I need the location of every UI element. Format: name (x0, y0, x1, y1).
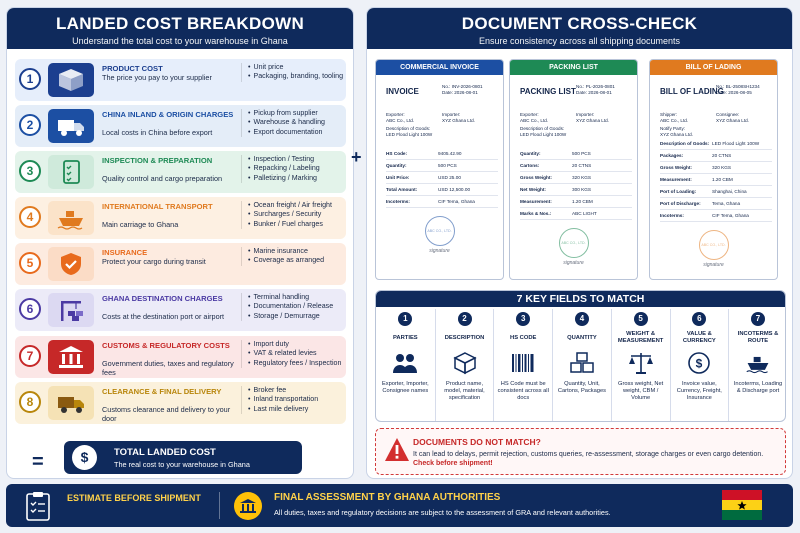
line-label: Total Amount: (386, 187, 418, 192)
party1-value: ABC Co., Ltd. (660, 117, 689, 123)
line-value: LED Flood Light 100W (712, 141, 760, 146)
line-label: Gross Weight: (520, 175, 552, 180)
row-description: Local costs in China before export (102, 128, 213, 137)
field-number: 4 (575, 312, 589, 326)
government-building-icon (234, 492, 262, 520)
document-title: PACKING LIST (520, 87, 576, 96)
row-points (241, 293, 345, 321)
crosscheck-subtitle: Ensure consistency across all shipping documents (478, 36, 681, 46)
line-value: 1.20 CBM (712, 177, 733, 182)
shield-icon (48, 247, 94, 281)
document-lines (386, 148, 498, 208)
document-line (386, 160, 498, 172)
key-field-6 (670, 309, 729, 421)
row-points (241, 247, 345, 266)
key-field-1 (376, 309, 435, 421)
field-description: Quantity, Unit, Cartons, Packages (557, 381, 606, 395)
document-header: COMMERCIAL INVOICE (376, 60, 503, 75)
landed-cost-subtitle: Understand the total cost to your warehouse in Ghana (72, 36, 288, 46)
field-label: INCOTERMS & ROUTE (737, 331, 779, 344)
cost-row-5 (15, 243, 346, 285)
field-description: Exporter, Importer, Consignee names (381, 381, 429, 395)
company-seal: ABC CO., LTD. (559, 228, 589, 258)
party1-label: Shipper: (660, 112, 678, 117)
row-number: 3 (19, 160, 41, 182)
row-point: • Broker fee (248, 386, 345, 395)
document-date: Date: 2026-08-01 (576, 90, 612, 95)
line-label: Cartons: (520, 163, 540, 168)
row-description: Quality control and cargo preparation (102, 174, 223, 183)
row-points (241, 340, 345, 368)
row-point: • Regulatory fees / Inspection (248, 359, 345, 368)
line-value: CIF Tema, Ghana (712, 213, 749, 218)
crosscheck-header (367, 8, 792, 49)
row-point: • Packaging, branding, tooling (248, 72, 345, 81)
cube-icon (436, 351, 494, 375)
document-line (520, 184, 632, 196)
line-label: HS Code: (386, 151, 408, 156)
field-label: PARTIES (392, 334, 418, 341)
clipboard-icon (26, 491, 50, 521)
svg-text:$: $ (696, 356, 703, 371)
row-number: 6 (19, 298, 41, 320)
row-point: • Unit price (248, 63, 345, 72)
document-line (660, 138, 772, 150)
goods-label: Description of Goods: (520, 126, 565, 131)
document-line (386, 172, 498, 184)
signature: signature (429, 248, 450, 254)
line-label: Port of Loading: (660, 189, 697, 194)
line-value: USD 25.00 (438, 175, 461, 180)
field-description: Invoice value, Currency, Freight, Insurance (676, 381, 722, 402)
company-seal: ABC CO., LTD. (425, 216, 455, 246)
row-description: Government duties, taxes and regulatory fees (102, 359, 234, 377)
row-point: • Terminal handling (248, 293, 345, 302)
goods-value: LED Flood Light 100W (520, 131, 567, 137)
cost-row-4 (15, 197, 346, 239)
row-point: • Inspection / Testing (248, 155, 345, 164)
document-card-1 (375, 59, 504, 280)
line-value: CIF Tema, Ghana (438, 199, 475, 204)
line-value: 20 CTNS (572, 163, 592, 168)
checklist-icon (48, 155, 94, 189)
warning-title: DOCUMENTS DO NOT MATCH? (413, 437, 541, 447)
document-meta (576, 84, 630, 96)
row-description: Customs clearance and delivery to your door (102, 405, 231, 423)
signature: signature (703, 262, 724, 268)
ship-icon (729, 351, 786, 375)
line-value: ABC LIGHT (572, 211, 597, 216)
document-card-2 (509, 59, 638, 280)
row-points (241, 155, 345, 183)
truck-icon (48, 109, 94, 143)
warning-text (413, 450, 773, 468)
row-point: • Marine insurance (248, 247, 345, 256)
key-fields-box (375, 290, 786, 422)
party1-value: ABC Co., Ltd. (520, 117, 549, 123)
row-point: • Last mile delivery (248, 405, 345, 414)
goods-value: LED Flood Light 100W (386, 131, 433, 137)
row-number: 7 (19, 345, 41, 367)
line-label: Net Weight: (520, 187, 546, 192)
dollar-icon (671, 351, 729, 375)
box-icon (48, 63, 94, 97)
line-value: 320 KGS (712, 165, 732, 170)
line-value: Shanghai, China (712, 189, 747, 194)
field-number: 1 (398, 312, 412, 326)
mismatch-warning (375, 428, 786, 475)
row-point: • Ocean freight / Air freight (248, 201, 345, 210)
party2-label: Importer: (442, 112, 461, 117)
party2-label: Importer: (576, 112, 595, 117)
warning-icon (384, 437, 410, 463)
document-line (660, 198, 772, 210)
row-description: Costs at the destination port or airport (102, 312, 225, 321)
cost-row-2 (15, 105, 346, 147)
field-label: HS CODE (510, 334, 537, 341)
row-point: • Import duty (248, 340, 345, 349)
document-line (660, 150, 772, 162)
party2-label: Consignee: (716, 112, 740, 117)
row-point: • VAT & related levies (248, 349, 345, 358)
field-label: VALUE & CURRENCY (682, 331, 716, 344)
equals-sign: = (32, 451, 44, 473)
government-building-icon (48, 340, 94, 374)
row-title: INSPECTION & PREPARATION (102, 156, 213, 165)
row-number: 1 (19, 68, 41, 90)
landed-cost-panel (6, 7, 354, 479)
final-assessment-title: FINAL ASSESSMENT BY GHANA AUTHORITIES (274, 492, 501, 503)
row-description: Protect your cargo during transit (102, 257, 206, 266)
line-value: Tema, Ghana (712, 201, 741, 206)
document-line (520, 208, 632, 220)
document-line (386, 196, 498, 208)
line-label: Incoterms: (386, 199, 410, 204)
line-value: 320 KGS (572, 175, 592, 180)
key-field-7 (728, 309, 786, 421)
document-date: Date: 2026-08-05 (716, 90, 752, 95)
crane-icon (48, 293, 94, 327)
line-value: 9405.42.90 (438, 151, 462, 156)
row-title: CLEARANCE & FINAL DELIVERY (102, 387, 222, 396)
row-point: • Palletizing / Marking (248, 174, 345, 183)
row-points (241, 109, 345, 137)
row-point: • Pickup from supplier (248, 109, 345, 118)
landed-cost-title: LANDED COST BREAKDOWN (55, 14, 305, 33)
row-title: INSURANCE (102, 248, 148, 257)
row-points (241, 201, 345, 229)
row-point: • Storage / Demurrage (248, 312, 345, 321)
document-header: PACKING LIST (510, 60, 637, 75)
line-label: Measurement: (520, 199, 552, 204)
field-description: HS Code must be consistent across all docs (497, 381, 549, 402)
warning-emphasis: Check before shipment! (413, 460, 493, 467)
line-value: 20 CTNS (712, 153, 732, 158)
field-description: Product name, model, material, specification (444, 381, 485, 402)
line-value: 300 KGS (572, 187, 592, 192)
key-field-2 (435, 309, 494, 421)
total-landed-cost (64, 441, 302, 474)
ghana-flag-icon (722, 490, 762, 520)
row-title: PRODUCT COST (102, 64, 163, 73)
document-number: No.: PL-2026-0801 (576, 84, 615, 89)
signature: signature (563, 260, 584, 266)
row-description: The price you pay to your supplier (102, 73, 212, 82)
field-label: QUANTITY (567, 334, 597, 341)
party2-value: XYZ Ghana Ltd. (442, 117, 475, 123)
line-label: Packages: (660, 153, 684, 158)
field-number: 2 (458, 312, 472, 326)
field-label: WEIGHT & MEASUREMENT (617, 331, 664, 344)
row-title: CUSTOMS & REGULATORY COSTS (102, 341, 230, 350)
crosscheck-title: DOCUMENT CROSS-CHECK (461, 14, 698, 33)
line-label: Measurement: (660, 177, 692, 182)
party2-value: XYZ Ghana Ltd. (576, 117, 609, 123)
plus-sign: + (351, 147, 362, 167)
document-meta (716, 84, 770, 96)
line-value: USD 12,500.00 (438, 187, 471, 192)
row-point: • Export documentation (248, 128, 345, 137)
line-value: 500 PCS (438, 163, 457, 168)
document-number: No.: BL-2508SH1234 (716, 84, 760, 89)
document-line (660, 186, 772, 198)
final-assessment-text: All duties, taxes and regulatory decisions are subject to the assessment of GRA and relevant authorities. (274, 508, 611, 517)
barcode-icon (494, 351, 552, 375)
document-lines (660, 138, 772, 222)
row-title: CHINA INLAND & ORIGIN CHARGES (102, 110, 234, 119)
document-line (386, 148, 498, 160)
row-number: 4 (19, 206, 41, 228)
cost-row-7 (15, 336, 346, 378)
line-value: 500 PCS (572, 151, 591, 156)
field-label: DESCRIPTION (444, 334, 485, 341)
line-label: Port of Discharge: (660, 201, 701, 206)
document-line (660, 174, 772, 186)
party1-label: Exporter: (520, 112, 539, 117)
goods-value: XYZ Ghana Ltd. (660, 131, 693, 137)
document-meta (442, 84, 496, 96)
estimate-label: ESTIMATE BEFORE SHIPMENT (67, 493, 201, 503)
row-point: • Warehouse & handling (248, 118, 345, 127)
warning-body: It can lead to delays, permit rejection, customs queries, re-assessment, storage charges or even cargo detention. (413, 451, 764, 458)
total-subtitle: The real cost to your warehouse in Ghana (114, 460, 250, 469)
line-label: Incoterms: (660, 213, 684, 218)
document-line (660, 162, 772, 174)
row-number: 8 (19, 391, 41, 413)
people-icon (376, 351, 435, 375)
key-field-4 (552, 309, 611, 421)
row-point: • Repacking / Labeling (248, 164, 345, 173)
row-point: • Surcharges / Security (248, 210, 345, 219)
row-number: 5 (19, 252, 41, 274)
document-number: No.: INV-2026-0801 (442, 84, 483, 89)
company-seal: ABC CO., LTD. (699, 230, 729, 260)
field-description: Incoterms, Loading & Discharge port (733, 381, 783, 395)
line-value: 1.20 CBM (572, 199, 593, 204)
cost-row-3 (15, 151, 346, 193)
ship-icon (48, 201, 94, 235)
money-bag-icon: $ (72, 445, 97, 470)
document-crosscheck-panel (366, 7, 793, 479)
row-point: • Bunker / Fuel charges (248, 220, 345, 229)
cost-row-8 (15, 382, 346, 424)
document-line (520, 148, 632, 160)
party1-value: ABC Co., Ltd. (386, 117, 415, 123)
line-label: Description of Goods: (660, 141, 710, 146)
divider (219, 492, 220, 519)
line-label: Quantity: (520, 151, 541, 156)
landed-cost-header (7, 8, 353, 49)
row-number: 2 (19, 114, 41, 136)
party2-value: XYZ Ghana Ltd. (716, 117, 749, 123)
row-point: • Coverage as arranged (248, 256, 345, 265)
field-description: Gross weight, Net weight, CBM / Volume (618, 381, 664, 402)
row-title: INTERNATIONAL TRANSPORT (102, 202, 213, 211)
boxes-icon (553, 351, 611, 375)
line-label: Marks & Nos.: (520, 211, 552, 216)
field-number: 3 (516, 312, 530, 326)
goods-label: Description of Goods: (386, 126, 431, 131)
scale-icon (612, 351, 670, 375)
document-lines (520, 148, 632, 220)
row-point: • Inland transportation (248, 395, 345, 404)
cost-row-1 (15, 59, 346, 101)
bottom-banner (6, 484, 793, 527)
row-title: GHANA DESTINATION CHARGES (102, 294, 223, 303)
row-points (241, 386, 345, 414)
document-line (660, 210, 772, 222)
cost-row-6 (15, 289, 346, 331)
party1-label: Exporter: (386, 112, 405, 117)
row-description: Main carriage to Ghana (102, 220, 179, 229)
line-label: Quantity: (386, 163, 407, 168)
document-line (520, 196, 632, 208)
document-line (386, 184, 498, 196)
document-date: Date: 2026-08-01 (442, 90, 478, 95)
key-field-5 (611, 309, 670, 421)
document-line (520, 160, 632, 172)
delivery-truck-icon (48, 386, 94, 420)
total-title: TOTAL LANDED COST (114, 447, 216, 458)
document-title: INVOICE (386, 87, 419, 96)
row-point: • Documentation / Release (248, 302, 345, 311)
document-card-3 (649, 59, 778, 280)
row-points (241, 63, 345, 82)
line-label: Gross Weight: (660, 165, 692, 170)
line-label: Unit Price: (386, 175, 410, 180)
field-number: 5 (634, 312, 648, 326)
key-field-3 (493, 309, 552, 421)
goods-label: Notify Party: (660, 126, 686, 131)
document-title: BILL OF LADING (660, 87, 724, 96)
key-fields-title: 7 KEY FIELDS TO MATCH (376, 291, 785, 307)
document-line (520, 172, 632, 184)
document-header: BILL OF LADING (650, 60, 777, 75)
field-number: 7 (751, 312, 765, 326)
field-number: 6 (692, 312, 706, 326)
